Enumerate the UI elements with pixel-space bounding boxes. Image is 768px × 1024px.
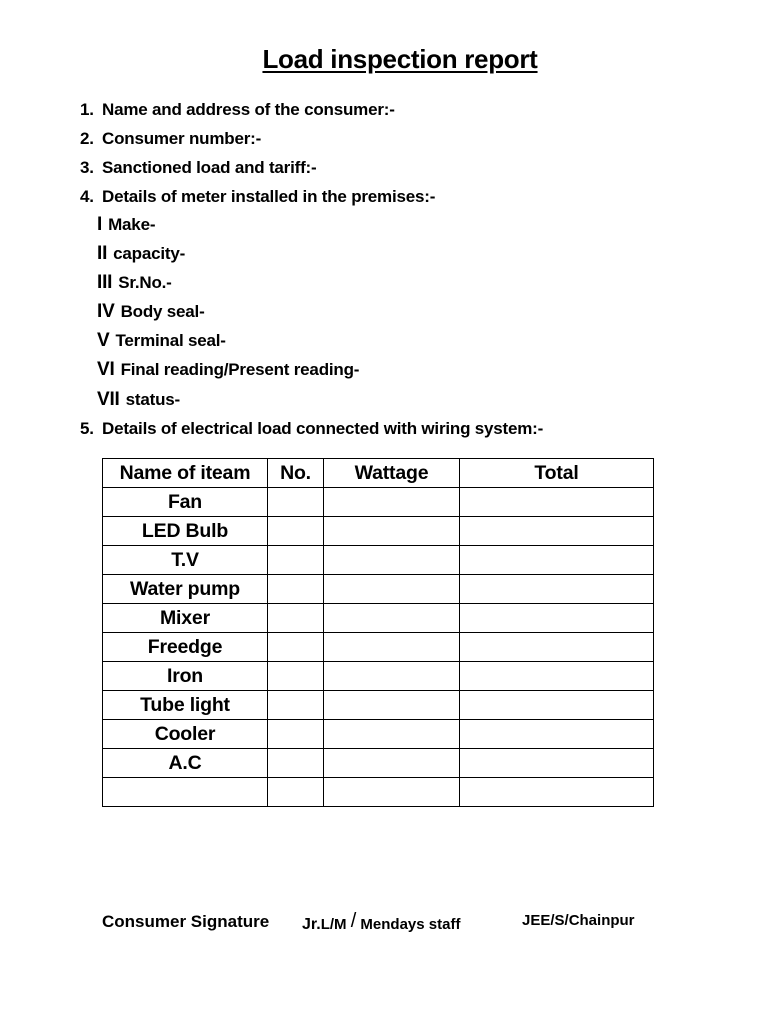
list-number: 2. xyxy=(80,129,94,148)
number-cell[interactable] xyxy=(268,633,324,662)
meter-detail-terminal-seal xyxy=(97,330,226,352)
item-name-cell: Freedge xyxy=(103,633,268,662)
table-header-row xyxy=(103,459,654,488)
list-item-consumer-name xyxy=(80,100,395,120)
meter-detail-label: status- xyxy=(125,390,180,409)
roman-numeral: VII xyxy=(97,389,120,410)
list-item-consumer-number xyxy=(80,129,261,149)
meter-detail-label: Final reading/Present reading- xyxy=(120,360,360,379)
number-cell[interactable] xyxy=(268,488,324,517)
total-cell[interactable] xyxy=(460,546,654,575)
list-number: 3. xyxy=(80,158,94,177)
wattage-cell[interactable] xyxy=(324,546,460,575)
roman-numeral: VI xyxy=(97,359,115,380)
item-name-cell: Mixer xyxy=(103,604,268,633)
table-row xyxy=(103,691,654,720)
load-table xyxy=(102,458,654,807)
total-cell[interactable] xyxy=(460,488,654,517)
wattage-cell[interactable] xyxy=(324,575,460,604)
meter-detail-capacity xyxy=(97,243,185,265)
list-number: 1. xyxy=(80,100,94,119)
consumer-signature-label: Consumer Signature xyxy=(102,912,270,931)
list-text: Sanctioned load and tariff:- xyxy=(102,158,317,177)
meter-detail-label: Body seal- xyxy=(120,302,205,321)
item-name-cell: T.V xyxy=(103,546,268,575)
list-text: Details of electrical load connected with wiring system:- xyxy=(102,419,544,438)
number-cell[interactable] xyxy=(268,778,324,807)
mendays-staff-label: Mendays staff xyxy=(360,916,461,933)
roman-numeral: I xyxy=(97,214,103,235)
number-cell[interactable] xyxy=(268,662,324,691)
table-row xyxy=(103,517,654,546)
table-row xyxy=(103,720,654,749)
table-row xyxy=(103,488,654,517)
total-cell[interactable] xyxy=(460,517,654,546)
roman-numeral: III xyxy=(97,272,113,293)
wattage-cell[interactable] xyxy=(324,517,460,546)
list-item-electrical-load xyxy=(80,419,543,439)
report-title: Load inspection report xyxy=(262,44,538,74)
total-cell[interactable] xyxy=(460,633,654,662)
table-row xyxy=(103,575,654,604)
item-name-cell: Tube light xyxy=(103,691,268,720)
item-name-cell: Fan xyxy=(103,488,268,517)
list-number: 4. xyxy=(80,187,94,206)
meter-detail-make xyxy=(97,214,155,236)
table-row xyxy=(103,662,654,691)
meter-detail-label: Terminal seal- xyxy=(115,331,226,350)
wattage-cell[interactable] xyxy=(324,633,460,662)
list-text: Consumer number:- xyxy=(102,129,262,148)
list-item-sanctioned-load xyxy=(80,158,316,178)
number-cell[interactable] xyxy=(268,749,324,778)
junior-lineman-label xyxy=(302,912,460,935)
table-row xyxy=(103,546,654,575)
column-header-item-name: Name of iteam xyxy=(103,459,268,488)
total-cell[interactable] xyxy=(460,778,654,807)
item-name-cell: A.C xyxy=(103,749,268,778)
slash-separator: / xyxy=(350,910,357,932)
column-header-total: Total xyxy=(460,459,654,488)
table-row xyxy=(103,604,654,633)
item-name-cell[interactable] xyxy=(103,778,268,807)
meter-detail-body-seal xyxy=(97,301,205,323)
junior-prefix: Jr. xyxy=(302,916,321,933)
table-row xyxy=(103,749,654,778)
roman-numeral: V xyxy=(97,330,110,351)
meter-detail-reading xyxy=(97,359,359,381)
table-row xyxy=(103,778,654,807)
table-row xyxy=(103,633,654,662)
wattage-cell[interactable] xyxy=(324,604,460,633)
meter-detail-sr-no xyxy=(97,272,172,294)
list-text: Name and address of the consumer:- xyxy=(102,100,395,119)
column-header-wattage: Wattage xyxy=(324,459,460,488)
roman-numeral: IV xyxy=(97,301,115,322)
number-cell[interactable] xyxy=(268,720,324,749)
wattage-cell[interactable] xyxy=(324,488,460,517)
total-cell[interactable] xyxy=(460,720,654,749)
total-cell[interactable] xyxy=(460,662,654,691)
jee-signature-label: JEE/S/Chainpur xyxy=(522,912,635,929)
wattage-cell[interactable] xyxy=(324,778,460,807)
number-cell[interactable] xyxy=(268,575,324,604)
total-cell[interactable] xyxy=(460,691,654,720)
lineman-abbreviation: L/M xyxy=(320,916,347,933)
item-name-cell: LED Bulb xyxy=(103,517,268,546)
wattage-cell[interactable] xyxy=(324,720,460,749)
list-text: Details of meter installed in the premises:- xyxy=(102,187,436,206)
list-number: 5. xyxy=(80,419,94,438)
meter-detail-label: capacity- xyxy=(113,244,186,263)
number-cell[interactable] xyxy=(268,691,324,720)
total-cell[interactable] xyxy=(460,749,654,778)
number-cell[interactable] xyxy=(268,546,324,575)
column-header-number: No. xyxy=(268,459,324,488)
wattage-cell[interactable] xyxy=(324,749,460,778)
meter-detail-label: Sr.No.- xyxy=(118,273,172,292)
number-cell[interactable] xyxy=(268,604,324,633)
item-name-cell: Water pump xyxy=(103,575,268,604)
list-item-meter-details xyxy=(80,187,435,207)
total-cell[interactable] xyxy=(460,575,654,604)
item-name-cell: Cooler xyxy=(103,720,268,749)
wattage-cell[interactable] xyxy=(324,691,460,720)
roman-numeral: II xyxy=(97,243,108,264)
item-name-cell: Iron xyxy=(103,662,268,691)
wattage-cell[interactable] xyxy=(324,662,460,691)
meter-detail-status xyxy=(97,389,180,411)
number-cell[interactable] xyxy=(268,517,324,546)
meter-detail-label: Make- xyxy=(108,215,156,234)
total-cell[interactable] xyxy=(460,604,654,633)
